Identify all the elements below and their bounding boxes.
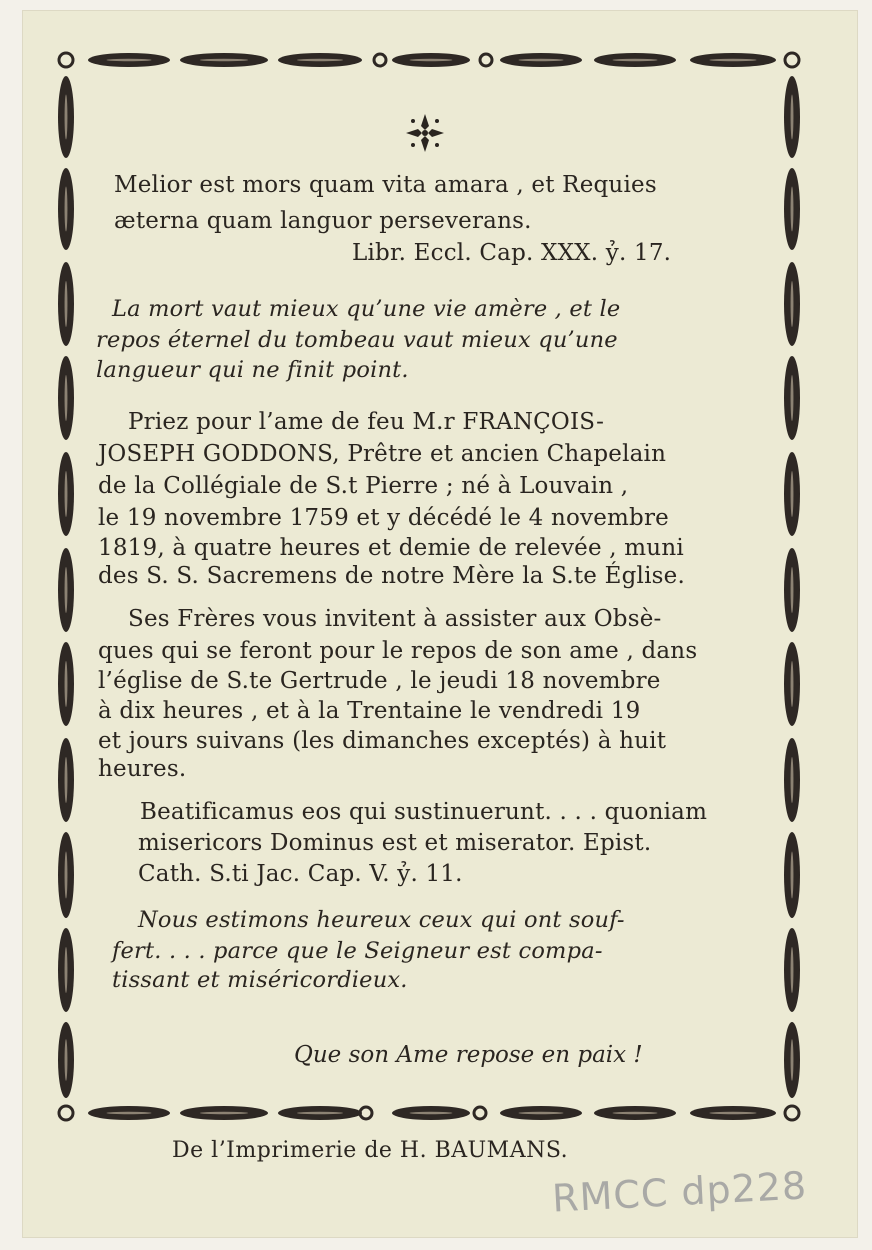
- invitation-line: heures.: [98, 756, 187, 782]
- prayer-line: de la Collégiale de S.t Pierre ; né à Louvain ,: [98, 473, 629, 499]
- scripture-latin-line: misericors Dominus est et miserator. Epist.: [138, 830, 652, 856]
- epigraph-french-line: repos éternel du tombeau vaut mieux qu’une: [96, 327, 618, 353]
- epigraph-latin-line: æterna quam languor perseverans.: [114, 208, 532, 234]
- epigraph-latin-reference: Libr. Eccl. Cap. XXX. ỷ. 17.: [352, 240, 672, 266]
- scripture-french-line: fert. . . . parce que le Seigneur est compa-: [112, 938, 603, 964]
- printer-imprint: De l’Imprimerie de H. BAUMANS.: [172, 1138, 569, 1163]
- epigraph-french-line: langueur qui ne finit point.: [96, 357, 409, 383]
- prayer-line: 1819, à quatre heures et demie de relevée , muni: [98, 535, 684, 561]
- invitation-line: à dix heures , et à la Trentaine le vendredi 19: [98, 698, 641, 724]
- archive-mark: RMCC dp228: [551, 1163, 809, 1221]
- invitation-line: l’église de S.te Gertrude , le jeudi 18 novembre: [98, 668, 661, 694]
- scripture-french-line: Nous estimons heureux ceux qui ont souf-: [138, 907, 625, 933]
- epigraph-latin-line: Melior est mors quam vita amara , et Requies: [114, 172, 657, 198]
- prayer-line: JOSEPH GODDONS, Prêtre et ancien Chapelain: [98, 441, 667, 467]
- closing-line: Que son Ame repose en paix !: [294, 1042, 643, 1068]
- scripture-french-line: tissant et miséricordieux.: [112, 967, 408, 993]
- invitation-line: Ses Frères vous invitent à assister aux Obsè-: [128, 606, 662, 632]
- prayer-line: des S. S. Sacremens de notre Mère la S.te Église.: [98, 563, 685, 589]
- prayer-line: le 19 novembre 1759 et y décédé le 4 novembre: [98, 505, 669, 531]
- cross-icon: [404, 112, 446, 154]
- prayer-line: Priez pour l’ame de feu M.r FRANÇOIS-: [128, 409, 605, 435]
- invitation-line: ques qui se feront pour le repos de son ame , dans: [98, 638, 698, 664]
- scripture-latin-line: Cath. S.ti Jac. Cap. V. ỷ. 11.: [138, 861, 463, 887]
- scripture-latin-line: Beatificamus eos qui sustinuerunt. . . . quoniam: [140, 799, 708, 825]
- invitation-line: et jours suivans (les dimanches exceptés) à huit: [98, 728, 667, 754]
- epigraph-french-line: La mort vaut mieux qu’une vie amère , et le: [112, 296, 621, 322]
